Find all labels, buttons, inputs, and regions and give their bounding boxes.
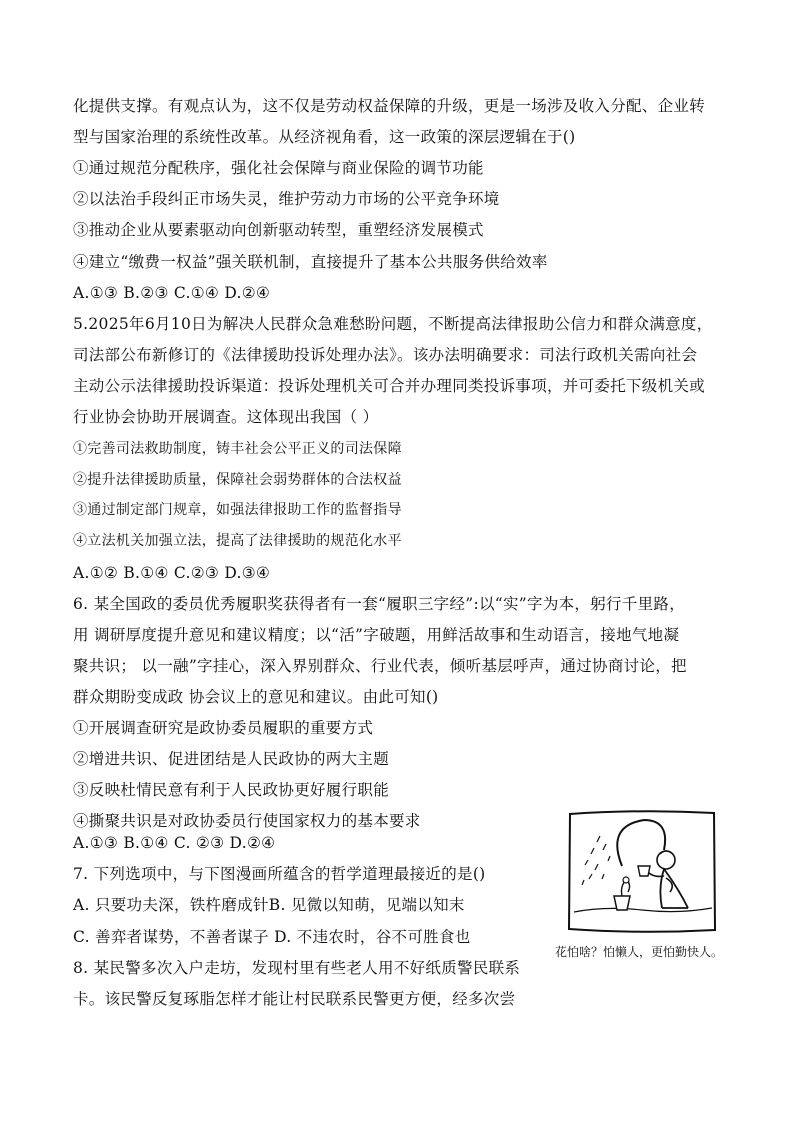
line-11: 行业协会协助开展调查。这体现出我国（ ）	[73, 408, 379, 426]
line-2: 型与国家治理的系统性改革。从经济视角看，这一政策的深层逻辑在于()	[73, 128, 576, 146]
line-29: 8. 某民警多次入户走坊，发现村里有些老人用不好纸质警民联系	[73, 959, 521, 977]
line-8: 5.2025年6月10日为解决人民群众急难愁盼问题，不断提高法律报助公信力和群众满意度，	[73, 315, 713, 333]
line-25: A.①③ B.①④ C. ②③ D.②④	[73, 834, 276, 852]
line-18: 用 调研厚度提升意见和建议精度；以“活”字破题，用鲜活故事和生动语言，接地气地凝	[73, 626, 680, 644]
line-9: 司法部公布新修订的《法律援助投诉处理办法》。该办法明确要求：司法行政机关需向社会	[73, 346, 698, 364]
line-21: ①开展调查研究是政协委员履职的重要方式	[73, 719, 374, 737]
line-26: 7. 下列选项中，与下图漫画所蕴含的哲学道理最接近的是()	[73, 865, 486, 883]
line-23: ③反映杜情民意有利于人民政协更好履行职能	[73, 781, 390, 799]
line-22: ②增进共识、促进团结是人民政协的两大主题	[73, 750, 390, 768]
cartoon-image	[566, 808, 718, 936]
line-12: ①完善司法救助制度，铸丰社会公平正义的司法保障	[73, 441, 402, 457]
line-20: 群众期盼变成政 协会议上的意见和建议。由此可知()	[73, 688, 439, 706]
line-17: 6. 某全国政的委员优秀履职奖获得者有一套“履职三字经”:以“实”字为本，躬行千里路，	[73, 595, 686, 613]
line-28: C. 善弈者谋势，不善者谋子 D. 不违农时，谷不可胜食也	[73, 928, 471, 946]
line-30: 卡。该民警反复琢脂怎样才能让村民联系民警更方便，经多次尝	[73, 990, 516, 1008]
line-14: ③通过制定部门规章，如强法律报助工作的监督指导	[73, 502, 402, 518]
line-3: ①通过规范分配秩序，强化社会保障与商业保险的调节功能	[73, 159, 484, 177]
line-16: A.①② B.①④ C.②③ D.③④	[73, 564, 271, 582]
line-13: ②提升法律援助质量，保障社会弱势群体的合法权益	[73, 472, 402, 488]
line-27: A. 只要功夫深，铁杵磨成针B. 见微以知萌，见端以知末	[73, 896, 465, 914]
line-5: ③推动企业从要素驱动向创新驱动转型，重塑经济发展模式	[73, 221, 484, 239]
line-15: ④立法机关加强立法，提高了法律援助的规范化水平	[73, 533, 402, 549]
line-7: A.①③ B.②③ C.①④ D.②④	[73, 284, 271, 302]
line-19: 聚共识； 以一融”字挂心，深入界别群众、行业代表，倾听基层呼声，通过协商讨论，把	[73, 657, 687, 675]
line-4: ②以法治手段纠正市场失灵，维护劳动力市场的公平竞争环境	[73, 190, 500, 208]
line-6: ④建立“缴费一权益”强关联机制，直接提升了基本公共服务供给效率	[73, 253, 548, 271]
line-10: 主动公示法律援助投诉渠道：投诉处理机关可合并办理同类投诉事项，并可委托下级机关或	[73, 377, 706, 395]
cartoon-caption: 花怕啥？怕懒人，更怕勤快人。	[555, 945, 724, 959]
line-24: ④撕聚共识是对政协委员行使国家权力的基本要求	[73, 812, 421, 830]
line-1: 化提供支撑。有观点认为，这不仅是劳动权益保障的升级，更是一场涉及收入分配、企业转	[73, 97, 706, 115]
